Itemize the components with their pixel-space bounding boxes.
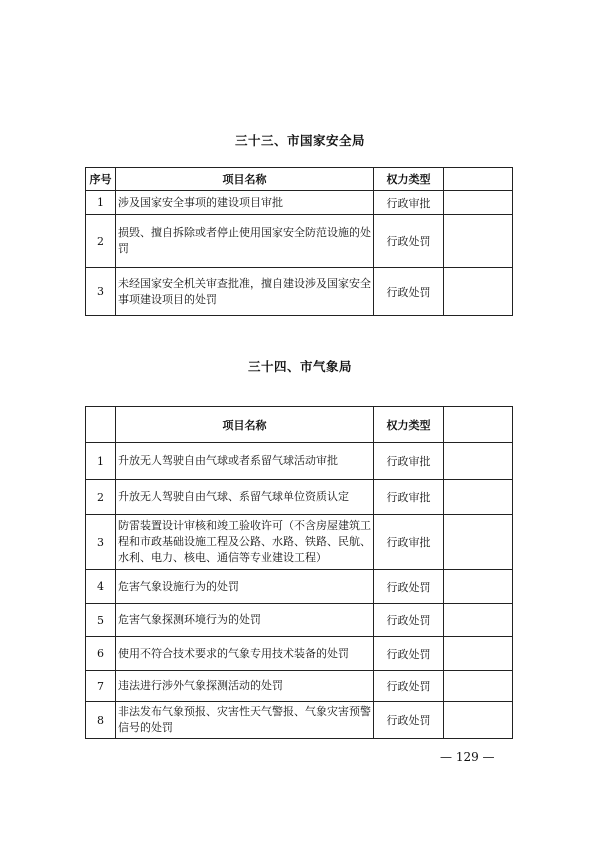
header-item-name: 项目名称	[116, 407, 374, 443]
table-row	[86, 671, 513, 702]
table-row	[86, 702, 513, 739]
row-power-type: 行政处罚	[374, 637, 444, 671]
row-blank-cell	[444, 515, 513, 570]
row-item-name: 升放无人驾驶自由气球或者系留气球活动审批	[116, 443, 374, 480]
row-power-type: 行政处罚	[374, 604, 444, 637]
table-row	[86, 570, 513, 604]
section-title-meteorological-bureau: 三十四、市气象局	[247, 359, 352, 374]
table-row	[86, 604, 513, 637]
row-item-name: 未经国家安全机关审查批准，擅自建设涉及国家安全事项建设项目的处罚	[116, 268, 374, 316]
row-item-name: 危害气象设施行为的处罚	[116, 570, 374, 604]
row-item-name: 损毁、擅自拆除或者停止使用国家安全防范设施的处罚	[116, 215, 374, 268]
section-title-national-security: 三十三、市国家安全局	[234, 133, 365, 148]
row-item-name: 非法发布气象预报、灾害性天气警报、气象灾害预警信号的处罚	[116, 702, 374, 739]
row-power-type: 行政审批	[374, 480, 444, 515]
row-blank-cell	[444, 570, 513, 604]
table-row	[86, 637, 513, 671]
row-number: 8	[86, 702, 116, 739]
row-power-type: 行政审批	[374, 443, 444, 480]
row-power-type: 行政处罚	[374, 268, 444, 316]
row-power-type: 行政处罚	[374, 570, 444, 604]
row-blank-cell	[444, 191, 513, 215]
row-item-name: 防雷装置设计审核和竣工验收许可（不含房屋建筑工程和市政基础设施工程及公路、水路、铁路、民航、水利、电力、核电、通信等专业建设工程）	[116, 515, 374, 570]
row-power-type: 行政处罚	[374, 702, 444, 739]
row-number: 3	[86, 268, 116, 316]
table-row	[86, 268, 513, 316]
table-row	[86, 515, 513, 570]
row-blank-cell	[444, 268, 513, 316]
row-number: 1	[86, 443, 116, 480]
header-blank	[444, 407, 513, 443]
row-number: 7	[86, 671, 116, 702]
table-national-security	[85, 167, 513, 316]
header-serial-number	[86, 407, 116, 443]
row-number: 6	[86, 637, 116, 671]
row-number: 1	[86, 191, 116, 215]
header-power-type: 权力类型	[374, 407, 444, 443]
row-blank-cell	[444, 480, 513, 515]
table-meteorological-bureau	[85, 406, 513, 739]
row-item-name: 涉及国家安全事项的建设项目审批	[116, 191, 374, 215]
row-power-type: 行政审批	[374, 515, 444, 570]
row-blank-cell	[444, 443, 513, 480]
table-row	[86, 480, 513, 515]
header-serial-number: 序号	[86, 168, 116, 191]
row-blank-cell	[444, 637, 513, 671]
row-item-name: 使用不符合技术要求的气象专用技术装备的处罚	[116, 637, 374, 671]
header-blank	[444, 168, 513, 191]
row-power-type: 行政处罚	[374, 671, 444, 702]
row-number: 4	[86, 570, 116, 604]
table-row	[86, 215, 513, 268]
header-item-name: 项目名称	[116, 168, 374, 191]
table-header-row	[86, 407, 513, 443]
header-power-type: 权力类型	[374, 168, 444, 191]
row-item-name: 违法进行涉外气象探测活动的处罚	[116, 671, 374, 702]
table-header-row	[86, 168, 513, 191]
row-item-name: 危害气象探测环境行为的处罚	[116, 604, 374, 637]
row-item-name: 升放无人驾驶自由气球、系留气球单位资质认定	[116, 480, 374, 515]
row-blank-cell	[444, 215, 513, 268]
row-number: 2	[86, 480, 116, 515]
row-blank-cell	[444, 671, 513, 702]
table-row	[86, 443, 513, 480]
row-number: 5	[86, 604, 116, 637]
row-number: 3	[86, 515, 116, 570]
page-number: — 129 —	[440, 750, 495, 764]
row-blank-cell	[444, 702, 513, 739]
row-blank-cell	[444, 604, 513, 637]
row-power-type: 行政审批	[374, 191, 444, 215]
table-row	[86, 191, 513, 215]
row-number: 2	[86, 215, 116, 268]
row-power-type: 行政处罚	[374, 215, 444, 268]
